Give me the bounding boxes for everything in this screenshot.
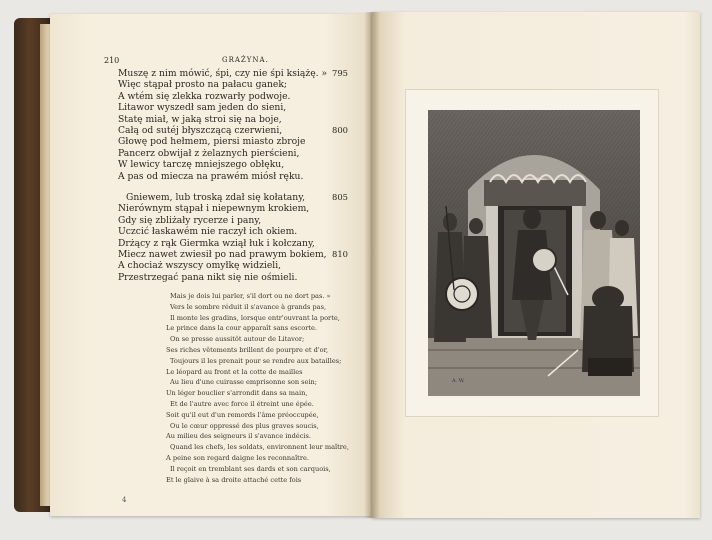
polish-verse-line: Miecz nawet zwiesił po nad prawym bokiem, xyxy=(118,249,327,260)
polish-verse-line: W lewicy tarczę mniejszego obłęku, xyxy=(118,159,285,171)
polish-verse-line: A chociaż wszyscy omyłkę widzieli, xyxy=(118,260,282,272)
french-verse-line: Au milieu des seigneurs il s'avance indécis. xyxy=(166,432,311,441)
french-verse-line: Mais je dois lui parler, s'il dort ou ne dort pas. » xyxy=(170,292,331,300)
running-head: GRAŻYNA. xyxy=(222,56,269,64)
french-verse-line: Il reçoit en tremblant ses dards et son carquois, xyxy=(170,464,331,473)
french-verse-line: Ses riches vêtements brillent de pourpre et d'or, xyxy=(166,346,329,354)
line-number: 805 xyxy=(332,192,348,202)
french-verse-line: Au lieu d'une cuirasse emprisonne son sein; xyxy=(170,378,318,387)
polish-verse-line: Uczcić łaskawém nie raczył ich okiem. xyxy=(118,226,298,238)
polish-verse-line: Muszę z nim mówić, śpi, czy nie śpi książę. » xyxy=(118,68,328,79)
french-verse-line: Le prince dans la cour apparaît sans escorte. xyxy=(166,324,317,333)
french-verse-line: Vers le sombre réduit il s'avance à grands pas, xyxy=(170,302,327,311)
french-verse-line: Il monte les gradins, lorsque entr'ouvrant la porte, xyxy=(170,313,340,322)
french-verse-line: Toujours il les prenait pour se rendre aux batailles; xyxy=(170,356,342,365)
polish-verse-line: Gniewem, lub troską zdał się kołatany, xyxy=(126,192,306,203)
polish-verse-line: A pas od miecza na prawém miósł ręku. xyxy=(118,170,304,182)
page-number: 210 xyxy=(104,56,120,65)
french-verse-line: Un léger bouclier s'arrondit dans sa main, xyxy=(166,389,308,398)
french-verse-line: Soit qu'il eut d'un remords l'âme préoccupée, xyxy=(166,410,319,419)
polish-verse-line: Statę miał, w jaką stroi się na boje, xyxy=(118,113,282,125)
line-number: 795 xyxy=(332,68,348,78)
french-verse-line: Le léopard au front et la cotte de mailles xyxy=(166,367,303,376)
polish-verse-line: Drżący z rąk Giermka wziął łuk i kołczany, xyxy=(118,237,315,249)
polish-verse-line: Nierównym stąpał i niepewnym krokiem, xyxy=(118,203,310,215)
engraver-signature: A. W. xyxy=(452,378,465,384)
french-verse-line: Et de l'autre avec force il étreint une épée. xyxy=(170,400,314,408)
polish-verse-line: Gdy się zbliżały rycerze i pany, xyxy=(118,214,262,226)
polish-verse-line: Litawor wyszedł sam jeden do sieni, xyxy=(118,102,287,114)
engraving-illustration xyxy=(428,110,640,396)
french-verse-line: On se presse aussitôt autour de Litavor; xyxy=(170,335,305,344)
polish-verse-line: Więc stąpał prosto na pałacu ganek; xyxy=(118,79,288,91)
line-number: 810 xyxy=(332,249,348,259)
polish-verse-line: Pancerz obwijał z żelaznych pierścieni, xyxy=(118,147,300,159)
french-verse-line: Et le glaive à sa droite attaché cette fois xyxy=(166,475,302,484)
line-number: 800 xyxy=(332,125,348,135)
footer-mark: 4 xyxy=(122,496,127,504)
french-verse-line: Quand les chefs, les soldats, environnent leur maître, xyxy=(170,443,349,452)
polish-verse-line: Głowę pod hełmem, piersi miasto zbroje xyxy=(118,136,306,148)
polish-verse-line: A wtém się zlekka rozwarły podwoje. xyxy=(118,90,291,102)
french-verse-line: A peine son regard daigne les reconnaître. xyxy=(166,454,309,462)
polish-verse-line: Całą od sutéj błyszczącą czerwieni, xyxy=(118,125,283,136)
book-gutter xyxy=(364,12,380,518)
polish-verse-line: Przestrzegać pana nikt się nie ośmieli. xyxy=(118,271,298,283)
french-verse-line: Ou le cœur oppressé des plus graves soucis, xyxy=(170,421,319,430)
